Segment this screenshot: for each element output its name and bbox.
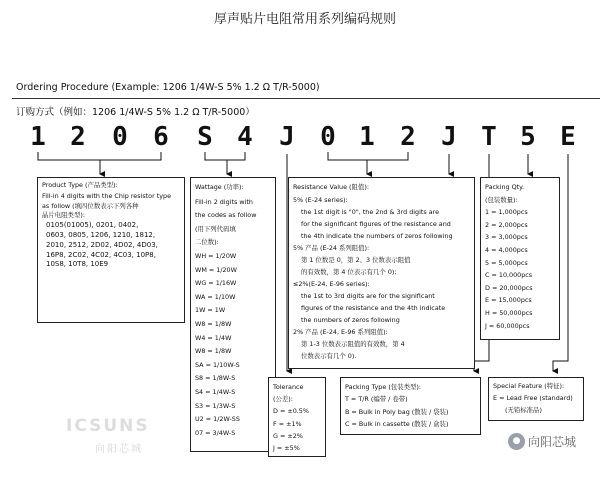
packing-qty-code: D = 20,000pcs [485, 283, 533, 292]
box-heading: Wattage (功率): [195, 183, 244, 191]
box-line: 16P8, 2C02, 4C02, 4C03, 10P8, [46, 250, 156, 259]
special-feature-code: (无铅标准品) [505, 405, 542, 414]
watermark-logo-cn: 向阳芯城 [95, 444, 143, 455]
tolerance-box [268, 377, 326, 457]
box-line: Fill-in 4 digits with the Chip resistor type [42, 191, 172, 200]
ordering-procedure-en: Ordering Procedure (Example: 1206 1/4W-S 5% 1.2 Ω T/R-5000) [16, 82, 320, 93]
box-line: 10S8, 10T8, 10E9 [46, 260, 109, 269]
code-char: E [560, 122, 576, 152]
packing-type-code: T = T/R (编带 / 卷带) [345, 395, 408, 404]
code-char: 5 [520, 122, 536, 152]
box-heading: Packing Type (包装类型): [345, 383, 422, 391]
wattage-code: S4 = 1/4W-S [195, 387, 236, 396]
box-line: Fill-in 2 digits with [195, 197, 253, 206]
box-heading: (包装数量): [485, 195, 518, 204]
code-char: 1 [30, 122, 46, 152]
box-heading: (公差): [273, 395, 293, 404]
wattage-code: WA = 1/10W [195, 292, 236, 301]
box-line: 0603, 0805, 1206, 1210, 1812, [46, 230, 156, 239]
box-line: 二位数): [195, 238, 219, 247]
packing-qty-code: H = 50,000pcs [485, 308, 533, 317]
packing-type-box [340, 377, 481, 435]
bracket-product-type [38, 152, 161, 160]
packing-qty-code: E = 15,000pcs [485, 296, 532, 305]
box-heading: Packing Qty. [485, 183, 525, 191]
wattage-code: WH = 1/20W [195, 251, 237, 260]
watermark-logo: ICSUNS [66, 416, 150, 436]
bracket-resistance [328, 152, 408, 160]
box-line: 5% 产品 (E-24 系列阻值): [293, 244, 370, 252]
code-char: 4 [237, 122, 253, 152]
bracket-wattage [205, 152, 245, 160]
packing-type-code: B = Bulk in Poly bag (散装 / 袋装) [345, 407, 449, 416]
box-line: ≤2%(E-24, E-96 series): [293, 280, 370, 288]
wattage-code: W4 = 1/4W [195, 333, 232, 342]
code-char: 0 [320, 122, 336, 152]
resistance-value-box [288, 177, 475, 369]
box-line: 5% (E-24 series): [293, 196, 348, 204]
box-line: (用下列代码填 [195, 224, 236, 233]
watermark-brand [508, 433, 576, 450]
box-line: for the significant figures of the resistance and [301, 220, 451, 228]
page-title: 厚声贴片电阻常用系列编码规则 [213, 12, 396, 27]
code-char: 1 [359, 122, 375, 152]
wattage-code: 07 = 3/4W-S [195, 428, 236, 437]
watermark-brand-text: 向阳芯城 [528, 435, 577, 449]
box-line: 第 1 位数是 0，第 2、3 位数表示阻值 [301, 256, 411, 264]
code-char: S [197, 122, 213, 152]
product-type-box [37, 177, 185, 323]
wattage-box [190, 177, 276, 452]
packing-qty-code: 2 = 2,000pcs [485, 220, 528, 229]
code-char: 0 [112, 122, 128, 152]
box-line: the 1st to 3rd digits are for the significant [301, 292, 435, 300]
code-char: 6 [153, 122, 169, 152]
code-char: 2 [70, 122, 86, 152]
packing-qty-code: J = 60,000pcs [485, 321, 530, 330]
packing-qty-code: 3 = 3,000pcs [485, 233, 528, 242]
code-char: J [441, 122, 457, 152]
wattage-code: S8 = 1/8W-S [195, 374, 236, 383]
box-heading: Special Feature (特征): [493, 382, 565, 390]
box-line: 0105(01005), 0201, 0402, [46, 221, 139, 230]
box-heading: Tolerance [273, 383, 304, 391]
chat-bubble-icon: ● [508, 433, 525, 450]
wattage-code: WM = 1/20W [195, 265, 237, 274]
wattage-code: 1W = 1W [195, 306, 226, 315]
box-line: the numbers of zeros following [301, 316, 400, 324]
code-char: T [481, 122, 497, 152]
wattage-code: WG = 1/16W [195, 279, 237, 288]
special-feature-code: E = Lead Free (standard) [493, 393, 573, 402]
special-feature-box [488, 377, 584, 421]
wattage-code: S3 = 1/3W-S [195, 401, 236, 410]
box-line: 的有效数，第 4 位表示有几个 0); [301, 268, 397, 276]
code-char: 2 [400, 122, 416, 152]
packing-qty-code: C = 10,000pcs [485, 271, 533, 280]
box-heading: Resistance Value (阻值): [293, 183, 369, 191]
box-line: figures of the resistance and the 4th indicate [301, 304, 446, 312]
packing-qty-box [480, 177, 560, 340]
ordering-procedure-cn: 订购方式（例如：1206 1/4W-S 5% 1.2 Ω T/R-5000） [16, 107, 255, 118]
tolerance-code: G = ±2% [273, 431, 303, 440]
box-line: 位数表示有几个 0). [301, 352, 357, 360]
code-char: J [279, 122, 295, 152]
wattage-code: W8 = 1/8W [195, 319, 232, 328]
box-line: the 4th indicate the numbers of zeros following [301, 232, 453, 240]
wattage-code: W8 = 1/8W [195, 347, 232, 356]
tolerance-code: J = ±5% [273, 444, 300, 453]
packing-qty-code: 1 = 1,000pcs [485, 208, 528, 217]
box-line: 晶片电阻类型): [42, 211, 85, 220]
box-line: 第 1-3 位数表示阻值的有效数，第 4 [301, 340, 405, 348]
tolerance-code: D = ±0.5% [273, 407, 309, 416]
wattage-code: SA = 1/10W-S [195, 360, 240, 369]
box-line: 2% 产品 (E-24, E-96 系列阻值): [293, 328, 388, 336]
wattage-code: U2 = 1/2W-SS [195, 415, 240, 424]
box-line: 2010, 2512, 2D02, 4D02, 4D03, [46, 240, 158, 249]
packing-qty-code: 4 = 4,000pcs [485, 245, 528, 254]
box-heading: Product Type (产品类型): [42, 181, 118, 189]
box-line: the 1st digit is "0", the 2nd & 3rd digits are [301, 208, 440, 216]
tolerance-code: F = ±1% [273, 419, 302, 428]
box-line: the codes as follow [195, 211, 257, 220]
box-line: as follow (填四位数表示下列各种 [42, 201, 139, 210]
packing-qty-code: 5 = 5,000pcs [485, 258, 528, 267]
packing-type-code: C = Bulk in cassette (散装 / 盒装) [345, 420, 449, 429]
